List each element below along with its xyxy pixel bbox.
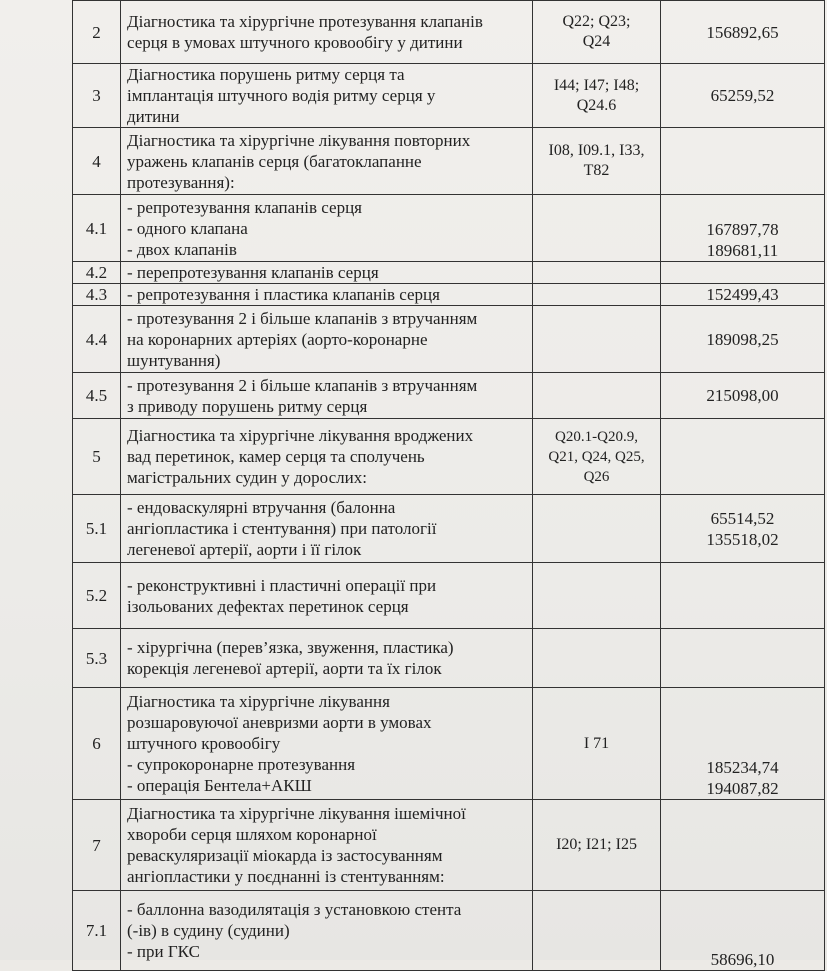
procedure-name-line: шунтування) <box>127 350 221 370</box>
table-row <box>73 563 825 629</box>
row-number: 3 <box>92 86 101 105</box>
price-cell <box>661 495 825 563</box>
price-cell <box>661 306 825 373</box>
price-value: 152499,43 <box>706 285 779 304</box>
procedure-name-line: серця в умовах штучного кровообігу у дитини <box>127 33 463 52</box>
price-value: 194087,82 <box>706 779 779 798</box>
procedure-name-line: реваскуляризації міокарда із застосуванням <box>127 846 443 865</box>
procedure-name-cell <box>121 563 533 629</box>
row-number: 6 <box>92 734 101 753</box>
icd-code-line: Q26 <box>583 468 610 485</box>
procedure-name-line: магістральних судин у дорослих: <box>127 468 367 487</box>
procedure-name-cell <box>121 1 533 64</box>
procedure-name-cell <box>121 800 533 891</box>
row-number: 2 <box>92 22 101 42</box>
row-number-cell <box>73 373 121 419</box>
procedure-name-line: - протезування 2 і більше клапанів з втручанням <box>127 375 478 395</box>
table-row <box>73 128 825 195</box>
procedure-name-line: Діагностика та хірургічне лікування повторних <box>127 130 471 150</box>
tariff-table-body <box>73 1 825 971</box>
icd-code-cell <box>533 306 661 373</box>
tariff-table <box>72 0 825 971</box>
price-cell <box>661 800 825 891</box>
icd-code-line: Q20.1-Q20.9, <box>555 428 638 445</box>
row-number-cell <box>73 262 121 284</box>
price-spacer <box>667 694 818 715</box>
price-value: 135518,02 <box>706 529 779 549</box>
procedure-name-cell <box>121 419 533 495</box>
price-cell <box>661 688 825 800</box>
procedure-name-line: на коронарних артеріях (аорто-коронарне <box>127 329 428 349</box>
icd-code-cell <box>533 262 661 284</box>
procedure-name-line: уражень клапанів серця (багатоклапанне <box>127 151 422 171</box>
icd-code-cell <box>533 495 661 563</box>
row-number: 4 <box>92 151 101 171</box>
row-number-cell <box>73 419 121 495</box>
row-number-cell <box>73 128 121 195</box>
procedure-name-line: - ендоваскулярні втручання (балонна <box>127 498 396 517</box>
row-number-cell <box>73 800 121 891</box>
table-row <box>73 195 825 262</box>
price-cell <box>661 284 825 306</box>
price-value: 65514,52 <box>710 508 775 528</box>
procedure-name-line: імплантація штучного водія ритму серця у <box>127 86 436 105</box>
price-spacer <box>667 907 818 928</box>
table-row <box>73 1 825 64</box>
procedure-name-line: - реконструктивні і пластичні операції при <box>127 575 437 595</box>
icd-code-cell <box>533 284 661 306</box>
procedure-name-line: Діагностика та хірургічне лікування <box>127 692 390 711</box>
icd-code-line: I44; I47; I48; <box>553 76 640 94</box>
procedure-name-line: дитини <box>127 107 180 126</box>
icd-code-cell <box>533 800 661 891</box>
price-value: 189098,25 <box>706 329 779 349</box>
price-cell <box>661 195 825 262</box>
row-number: 5.2 <box>85 586 108 605</box>
icd-code-line: Q24.6 <box>576 96 617 114</box>
procedure-name-cell <box>121 629 533 688</box>
row-number: 7 <box>92 835 101 855</box>
row-number-cell <box>73 563 121 629</box>
row-number: 5.3 <box>85 648 108 668</box>
price-cell <box>661 629 825 688</box>
row-number: 4.4 <box>85 329 108 349</box>
icd-code-cell <box>533 419 661 495</box>
row-number: 4.2 <box>85 263 108 282</box>
row-number: 5 <box>92 447 101 466</box>
table-row <box>73 495 825 563</box>
procedure-name-line: хвороби серця шляхом коронарної <box>127 825 377 844</box>
price-spacer <box>667 928 818 949</box>
procedure-name-cell <box>121 891 533 971</box>
price-cell <box>661 419 825 495</box>
table-row <box>73 284 825 306</box>
row-number-cell <box>73 284 121 306</box>
procedure-name-line: - баллонна вазодилятація з установкою стента <box>127 900 462 919</box>
icd-code-line: I20; I21; I25 <box>556 836 637 853</box>
procedure-name-line: - протезування 2 і більше клапанів з втручанням <box>127 308 478 328</box>
icd-code-cell <box>533 1 661 64</box>
row-number-cell <box>73 688 121 800</box>
procedure-name-line: корекція легеневої артерії, аорти та їх гілок <box>127 659 442 678</box>
price-spacer <box>667 715 818 736</box>
procedure-name-cell <box>121 284 533 306</box>
row-number-cell <box>73 1 121 64</box>
procedure-name-line: - репротезування клапанів серця <box>127 197 363 217</box>
row-number: 4.5 <box>85 386 108 405</box>
icd-code-cell <box>533 563 661 629</box>
price-value: 215098,00 <box>706 386 779 405</box>
price-cell <box>661 373 825 419</box>
icd-code-line: Q22; Q23; <box>562 13 631 30</box>
row-number-cell <box>73 306 121 373</box>
icd-code-cell <box>533 891 661 971</box>
procedure-name-line: Діагностика та хірургічне лікування ішемічної <box>127 804 466 823</box>
procedure-name-line: легеневої артерії, аорти і її гілок <box>127 540 362 559</box>
procedure-name-line: протезування): <box>127 172 235 192</box>
procedure-name-cell <box>121 495 533 563</box>
row-number-cell <box>73 64 121 128</box>
table-row <box>73 891 825 971</box>
procedure-name-line: Діагностика та хірургічне протезування клапанів <box>127 12 483 31</box>
procedure-name-line: Діагностика порушень ритму серця та <box>127 65 405 84</box>
procedure-name-cell <box>121 306 533 373</box>
procedure-name-line: вад перетинок, камер серця та сполучень <box>127 447 425 466</box>
procedure-name-cell <box>121 688 533 800</box>
procedure-name-line: - перепротезування клапанів серця <box>127 263 379 282</box>
price-value: 58696,10 <box>710 950 775 969</box>
table-row <box>73 64 825 128</box>
icd-code-cell <box>533 64 661 128</box>
procedure-name-line: штучного кровообігу <box>127 734 281 753</box>
price-value: 156892,65 <box>706 22 779 42</box>
icd-code-line: T82 <box>583 162 610 179</box>
row-number: 7.1 <box>85 921 108 940</box>
price-spacer <box>667 736 818 757</box>
icd-code-line: Q24 <box>582 33 611 50</box>
price-cell <box>661 64 825 128</box>
procedure-name-cell <box>121 195 533 262</box>
procedure-name-line: - операція Бентела+АКШ <box>127 776 312 795</box>
procedure-name-line: ангіопластики у поєднанні із стентуванням: <box>127 867 445 886</box>
price-cell <box>661 128 825 195</box>
price-cell <box>661 891 825 971</box>
procedure-name-line: - одного клапана <box>127 218 248 238</box>
price-cell <box>661 1 825 64</box>
procedure-name-line: - хірургічна (перев’язка, звуження, пластика) <box>127 638 454 657</box>
table-row <box>73 306 825 373</box>
table-row <box>73 800 825 891</box>
table-row <box>73 262 825 284</box>
table-row <box>73 629 825 688</box>
procedure-name-line: - при ГКС <box>127 942 200 961</box>
procedure-name-cell <box>121 64 533 128</box>
table-row <box>73 688 825 800</box>
icd-code-cell <box>533 373 661 419</box>
icd-code-line: I08, I09.1, I33, <box>548 142 645 159</box>
procedure-name-line: з приводу порушень ритму серця <box>127 396 368 416</box>
row-number: 5.1 <box>85 519 108 538</box>
procedure-name-line: ізольованих дефектах перетинок серця <box>127 596 409 616</box>
icd-code-cell <box>533 195 661 262</box>
icd-code-cell <box>533 688 661 800</box>
row-number-cell <box>73 629 121 688</box>
icd-code-line: I 71 <box>583 734 610 752</box>
procedure-name-line: (-ів) в судину (судини) <box>127 921 290 940</box>
price-spacer <box>667 198 818 219</box>
price-value: 185234,74 <box>706 758 779 777</box>
procedure-name-cell <box>121 128 533 195</box>
procedure-name-line: - репротезування і пластика клапанів серця <box>127 285 440 304</box>
row-number-cell <box>73 495 121 563</box>
icd-code-cell <box>533 629 661 688</box>
row-number-cell <box>73 195 121 262</box>
table-row <box>73 373 825 419</box>
procedure-name-line: - супрокоронарне протезування <box>127 755 356 774</box>
procedure-name-cell <box>121 262 533 284</box>
price-value: 167897,78 <box>706 220 779 239</box>
procedure-name-line: ангіопластика і стентування) при патології <box>127 519 437 538</box>
price-value: 189681,11 <box>706 241 779 260</box>
icd-code-cell <box>533 128 661 195</box>
procedure-name-line: - двох клапанів <box>127 239 237 259</box>
row-number: 4.3 <box>85 285 108 304</box>
price-cell <box>661 563 825 629</box>
table-row <box>73 419 825 495</box>
procedure-name-line: розшаровуючої аневризми аорти в умовах <box>127 713 432 732</box>
row-number: 4.1 <box>85 218 108 238</box>
icd-code-line: Q21, Q24, Q25, <box>548 448 645 465</box>
price-cell <box>661 262 825 284</box>
procedure-name-cell <box>121 373 533 419</box>
price-value: 65259,52 <box>710 86 775 105</box>
row-number-cell <box>73 891 121 971</box>
procedure-name-line: Діагностика та хірургічне лікування вроджених <box>127 426 474 445</box>
